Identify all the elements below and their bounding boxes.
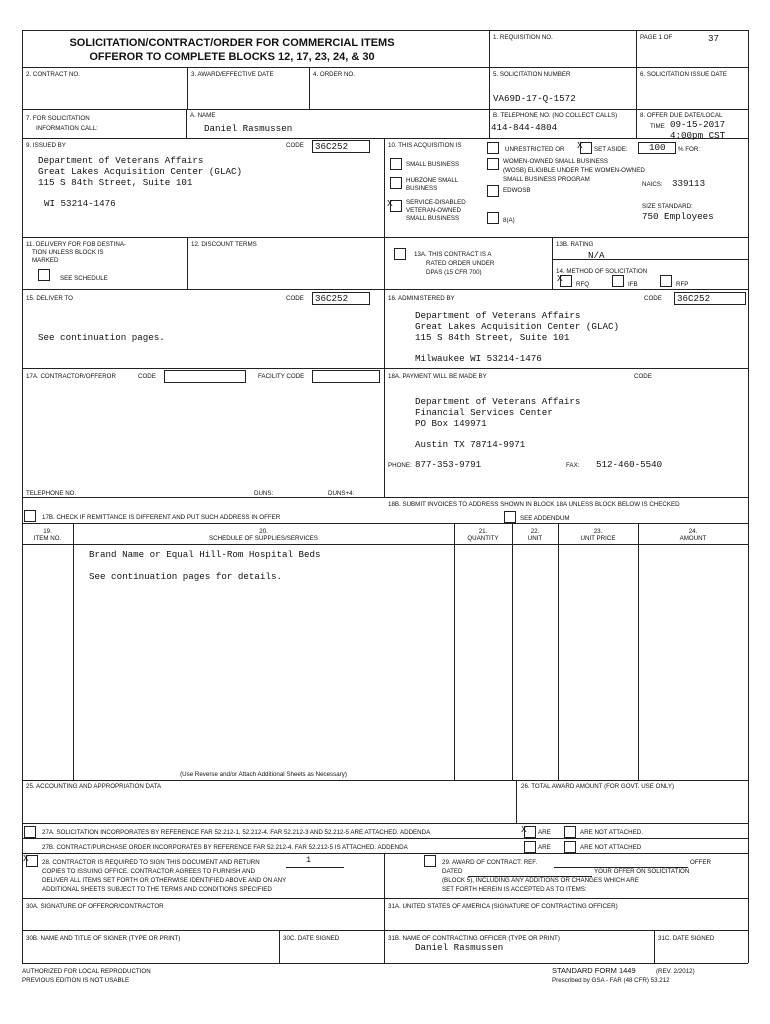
rule (558, 523, 559, 780)
co-date-signed-label: 31C. DATE SIGNED (658, 935, 715, 942)
form-title: SOLICITATION/CONTRACT/ORDER FOR COMMERCIAL ITEMS (69, 37, 395, 49)
rule (552, 259, 748, 260)
page-total: 37 (708, 33, 720, 44)
schedule-item-line: Brand Name or Equal Hill-Rom Hospital Beds (89, 549, 321, 560)
hubzone-checkbox[interactable] (390, 177, 402, 189)
size-standard[interactable]: 750 Employees (642, 211, 714, 222)
submit-invoices-label: 18B. SUBMIT INVOICES TO ADDRESS SHOWN IN BLOCK 18A UNLESS BLOCK BELOW IS CHECKED (388, 501, 680, 508)
deliver-to-label: 15. DELIVER TO (26, 295, 73, 302)
rule (512, 523, 513, 780)
clause-29-text: SET FORTH HEREIN IS ACCEPTED AS TO ITEMS: (442, 886, 587, 893)
administered-by-line: 115 S 84th Street, Suite 101 (415, 332, 570, 343)
rule (22, 853, 748, 854)
rule (384, 853, 385, 963)
rule (22, 30, 23, 963)
rule (22, 523, 748, 524)
clause-28-text: DELIVER ALL ITEMS SET FORTH OR OTHERWISE IDENTIFIED ABOVE AND ON ANY (42, 877, 287, 884)
administered-by-code: 36C252 (677, 293, 711, 304)
footer-form-name: STANDARD FORM 1449 (552, 966, 636, 975)
small-business-checkbox[interactable] (390, 158, 402, 170)
rating-label: 13B. RATING (556, 241, 594, 248)
unrestricted-label: UNRESTRICTED OR (505, 146, 565, 153)
form-subtitle: OFFEROR TO COMPLETE BLOCKS 12, 17, 23, 24, & 30 (89, 51, 375, 63)
hubzone-label: BUSINESS (406, 185, 438, 192)
signer-name-label: 30B. NAME AND TITLE OF SIGNER (TYPE OR PRINT) (26, 935, 181, 942)
edwosb-label: EDWOSB (503, 187, 531, 194)
small-business-label: SMALL BUSINESS (406, 161, 460, 168)
rated-order-label: RATED ORDER UNDER (426, 260, 495, 267)
payment-fax[interactable]: 512-460-5540 (596, 459, 663, 470)
rated-order-label: 13A. THIS CONTRACT IS A (414, 251, 492, 258)
set-aside-label: SET ASIDE: (594, 146, 628, 153)
rule (309, 67, 310, 109)
rule (22, 963, 748, 964)
offer-due-time[interactable]: 4:00pm CST (670, 130, 726, 141)
footer-authorized: AUTHORIZED FOR LOCAL REPRODUCTION (22, 968, 151, 975)
clause-27b-are-not-label: ARE NOT ATTACHED (580, 844, 642, 851)
remittance-checkbox[interactable] (24, 510, 36, 522)
time-label: TIME (650, 123, 665, 130)
fob-label: TION UNLESS BLOCK IS (32, 249, 104, 256)
deliver-to-code-box[interactable] (312, 292, 370, 305)
administered-by-code-label: CODE (644, 295, 662, 302)
col-amount-num: 24. (688, 528, 698, 535)
contact-name[interactable]: Daniel Rasmussen (204, 123, 293, 134)
return-copies-field[interactable] (286, 855, 344, 868)
page-label: PAGE 1 OF (640, 34, 673, 41)
rfq-checkbox[interactable] (557, 273, 572, 287)
rule (748, 30, 749, 963)
clause-27a-are-not-checkbox[interactable] (564, 826, 576, 838)
issued-by-code-box[interactable] (312, 140, 370, 153)
payment-line: Financial Services Center (415, 407, 553, 418)
administered-by-line: Great Lakes Acquisition Center (GLAC) (415, 321, 619, 332)
contractor-code-label: CODE (138, 373, 156, 380)
clause-27b-are-checkbox[interactable] (524, 841, 536, 853)
payment-phone[interactable]: 877-353-9791 (415, 459, 482, 470)
contact-telephone[interactable]: 414-844-4804 (491, 122, 558, 133)
rule (22, 823, 748, 824)
col-schedule: SCHEDULE OF SUPPLIES/SERVICES (209, 535, 318, 542)
see-schedule-checkbox[interactable] (38, 269, 50, 281)
unrestricted-checkbox[interactable] (487, 142, 499, 154)
col-amount: AMOUNT (679, 535, 707, 542)
see-schedule-label: SEE SCHEDULE (60, 275, 108, 282)
fax-label: FAX: (566, 462, 580, 469)
offer-due-date[interactable]: 09-15-2017 (670, 119, 726, 130)
deliver-to-value: See continuation pages. (38, 332, 165, 343)
col-unit-num: 22. (530, 528, 540, 535)
col-unit-price-num: 23. (593, 528, 603, 535)
order-no-label: 4. ORDER NO. (313, 71, 355, 78)
rule (638, 523, 639, 780)
rule (22, 497, 748, 498)
sdvosb-label: SMALL BUSINESS (406, 215, 460, 222)
telephone-label: B. TELEPHONE NO. (NO COLLECT CALLS) (493, 112, 618, 119)
clause-27b-are-not-checkbox[interactable] (564, 841, 576, 853)
check-mark-icon: X (387, 198, 393, 209)
naics-code[interactable]: 339113 (672, 178, 706, 189)
sdvosb-label: VETERAN-OWNED (406, 207, 462, 214)
wosb-label: (WOSB) ELIGIBLE UNDER THE WOMEN-OWNED (503, 167, 645, 174)
solicitation-number-label: 5. SOLICITATION NUMBER (493, 71, 571, 78)
rule (22, 237, 748, 238)
rule (22, 138, 748, 139)
solicitation-issue-date-label: 6. SOLICITATION ISSUE DATE (640, 71, 727, 78)
co-name-label: 31B. NAME OF CONTRACTING OFFICER (TYPE OR PRINT) (388, 935, 560, 942)
rule (22, 30, 748, 31)
administered-by-line: Department of Veterans Affairs (415, 310, 581, 321)
payment-line: Department of Veterans Affairs (415, 396, 581, 407)
payment-line: PO Box 149971 (415, 418, 487, 429)
administered-by-line: Milwaukee WI 53214-1476 (415, 353, 542, 364)
see-addendum-checkbox[interactable] (504, 511, 516, 523)
set-aside-percent: 100 (649, 142, 666, 153)
wosb-label: SMALL BUSINESS PROGRAM (503, 176, 590, 183)
solicitation-number[interactable]: VA69D-17-Q-1572 (493, 93, 576, 104)
check-mark-icon: X (23, 853, 29, 864)
footer-revision: (REV. 2/2012) (656, 968, 695, 975)
percent-for-label: % FOR: (678, 146, 701, 153)
clause-29-offer: OFFER (690, 859, 711, 866)
issued-by-code: 36C252 (315, 141, 349, 152)
clause-27b-are-label: ARE (538, 844, 551, 851)
rule (22, 780, 748, 781)
information-call-label: INFORMATION CALL: (36, 125, 98, 132)
issued-by-line: Great Lakes Acquisition Center (GLAC) (38, 166, 242, 177)
telephone-no-label: TELEPHONE NO. (26, 490, 77, 497)
edwosb-checkbox[interactable] (487, 185, 499, 197)
col-item-no-num: 19. (43, 528, 52, 535)
rule (489, 109, 490, 138)
remittance-label: 17B. CHECK IF REMITTANCE IS DIFFERENT AND PUT SUCH ADDRESS IN OFFER (42, 514, 281, 521)
award-date-label: 3. AWARD/EFFECTIVE DATE (191, 71, 274, 78)
deliver-to-code-label: CODE (286, 295, 304, 302)
contract-no-label: 2. CONTRACT NO. (26, 71, 80, 78)
issued-by-line: 115 S 84th Street, Suite 101 (38, 177, 193, 188)
payment-label: 18A. PAYMENT WILL BE MADE BY (388, 373, 487, 380)
set-aside-checkbox[interactable] (577, 140, 592, 154)
clause-27a-are-not-label: ARE NOT ATTACHED. (580, 829, 643, 836)
col-quantity: QUANTITY (467, 535, 499, 542)
rule (22, 544, 748, 545)
rule (636, 30, 637, 138)
hubzone-label: HUBZONE SMALL (406, 177, 459, 184)
clause-27a-label: 27A. SOLICITATION INCORPORATES BY REFERENCE FAR 52.212-1, 52.212-4. FAR 52.212-3 AND 52.212-5 ARE ATTACHED. ADDENDA (42, 829, 431, 836)
rated-order-checkbox[interactable] (394, 248, 406, 260)
size-standard-label: SIZE STANDARD: (642, 203, 693, 210)
phone-label: PHONE: (388, 462, 412, 469)
deliver-to-code: 36C252 (315, 293, 349, 304)
total-award-label: 26. TOTAL AWARD AMOUNT (FOR GOVT. USE ONLY) (521, 783, 675, 790)
administered-by-code-box[interactable] (674, 292, 746, 305)
col-quantity-num: 21. (478, 528, 488, 535)
col-unit: UNIT (527, 535, 543, 542)
naics-label: NAICS: (642, 181, 663, 188)
sdvosb-checkbox[interactable] (387, 198, 402, 212)
clause-28-checkbox[interactable] (23, 853, 38, 867)
administered-by-label: 16. ADMINISTERED BY (388, 295, 455, 302)
duns-label: DUNS: (254, 490, 274, 497)
duns4-label: DUNS+4: (328, 490, 355, 497)
rating-value[interactable]: N/A (588, 250, 605, 261)
rule (22, 109, 748, 110)
rule (384, 138, 385, 498)
footer-previous-edition: PREVIOUS EDITION IS NOT USABLE (22, 977, 130, 984)
discount-terms-label: 12. DISCOUNT TERMS (191, 241, 257, 248)
clause-28-text: COPIES TO ISSUING OFFICE. CONTRACTOR AGREES TO FURNISH AND (42, 868, 255, 875)
rule (654, 930, 655, 963)
ifb-label: IFB (628, 281, 638, 288)
clause-27a-are-checkbox[interactable] (521, 824, 536, 838)
fob-label: 11. DELIVERY FOR FOB DESTINA- (26, 241, 127, 248)
rule (552, 237, 553, 289)
check-mark-icon: X (577, 140, 583, 151)
clause-28-text: ADDITIONAL SHEETS SUBJECT TO THE TERMS AND CONDITIONS SPECIFIED (42, 886, 272, 893)
rule (22, 67, 748, 68)
issued-by-label: 9. ISSUED BY (26, 142, 66, 149)
rated-order-label: DPAS (15 CFR 700) (426, 269, 482, 276)
clause-29-text: 29. AWARD OF CONTRACT: REF. (442, 859, 538, 866)
check-mark-icon: X (521, 824, 527, 835)
check-mark-icon: X (557, 273, 563, 284)
clause-29-dated: DATED (442, 868, 463, 875)
rule (187, 67, 188, 109)
footer-prescribed: Prescribed by GSA - FAR (48 CFR) 53.212 (552, 977, 670, 984)
rule (22, 898, 748, 899)
col-item-no: ITEM NO. (33, 535, 62, 542)
clause-27a-checkbox[interactable] (24, 826, 36, 838)
clause-27a-are-label: ARE (538, 829, 551, 836)
payment-code-label: CODE (634, 373, 652, 380)
schedule-item-line: See continuation pages for details. (89, 571, 282, 582)
rule (22, 289, 748, 290)
rule (279, 930, 280, 963)
co-name[interactable]: Daniel Rasmussen (415, 942, 504, 953)
payment-line: Austin TX 78714-9971 (415, 439, 526, 450)
fob-label: MARKED (32, 257, 59, 264)
rule (22, 838, 748, 839)
accounting-label: 25. ACCOUNTING AND APPROPRIATION DATA (26, 783, 162, 790)
for-solicitation-label: 7. FOR SOLICITATION (26, 115, 90, 122)
rule (73, 523, 74, 780)
rule (22, 368, 748, 369)
name-label: A. NAME (190, 112, 216, 119)
clause-29-text: (BLOCK 5), INCLUDING ANY ADDITIONS OR CHANGES WHICH ARE (442, 877, 639, 884)
col-schedule-num: 20. (259, 528, 268, 535)
issued-by-line: WI 53214-1476 (44, 198, 116, 209)
issued-by-line: Department of Veterans Affairs (38, 155, 204, 166)
rfq-label: RFQ (576, 281, 590, 288)
clause-27b-label: 27B. CONTRACT/PURCHASE ORDER INCORPORATES BY REFERENCE FAR 52.212-4. FAR 52.212-5 IS ATTACHED. ADDENDA (42, 844, 408, 851)
reverse-note: (Use Reverse and/or Attach Additional Sheets as Necessary) (180, 771, 347, 778)
sf1449-form (22, 30, 748, 984)
set-aside-percent-box[interactable] (638, 142, 676, 154)
offer-dated-field[interactable] (468, 867, 592, 877)
contractor-code-box[interactable] (164, 370, 246, 383)
rule (489, 30, 490, 109)
issued-by-code-label: CODE (286, 142, 304, 149)
clause-29-text: YOUR OFFER ON SOLICITATION (594, 868, 690, 875)
solicitation-method-label: 14. METHOD OF SOLICITATION (556, 268, 648, 275)
rule (22, 930, 748, 931)
sdvosb-label: SERVICE-DISABLED (406, 199, 466, 206)
eight-a-checkbox[interactable] (487, 212, 499, 224)
rfp-label: RFP (676, 281, 689, 288)
rule (187, 237, 188, 289)
clause-28-text: 28. CONTRACTOR IS REQUIRED TO SIGN THIS DOCUMENT AND RETURN (42, 859, 260, 866)
col-unit-price: UNIT PRICE (580, 535, 616, 542)
offer-due-label: 8. OFFER DUE DATE/LOCAL (640, 112, 723, 119)
clause-29-checkbox[interactable] (424, 855, 436, 867)
rfp-checkbox[interactable] (660, 275, 672, 287)
rule (454, 523, 455, 780)
offeror-signature-label: 30A. SIGNATURE OF OFFEROR/CONTRACTOR (26, 903, 164, 910)
offeror-date-signed-label: 30C. DATE SIGNED (283, 935, 340, 942)
contractor-label: 17A. CONTRACTOR/OFFEROR (26, 373, 116, 380)
requisition-label: 1. REQUISITION NO. (493, 34, 553, 41)
facility-code-label: FACILITY CODE (258, 373, 305, 380)
return-copies: 1 (306, 855, 312, 865)
wosb-label: WOMEN-OWNED SMALL BUSINESS (503, 158, 608, 165)
facility-code-box[interactable] (312, 370, 380, 383)
acquisition-label: 10. THIS ACQUISITION IS (388, 142, 462, 149)
co-signature-label: 31A. UNITED STATES OF AMERICA (SIGNATURE OF CONTRACTING OFFICER) (388, 903, 618, 910)
ifb-checkbox[interactable] (612, 275, 624, 287)
rule (186, 109, 187, 138)
wosb-checkbox[interactable] (487, 158, 499, 170)
rule (516, 780, 517, 823)
eight-a-label: 8(A) (503, 217, 515, 224)
see-addendum-label: SEE ADDENDUM (520, 515, 570, 522)
